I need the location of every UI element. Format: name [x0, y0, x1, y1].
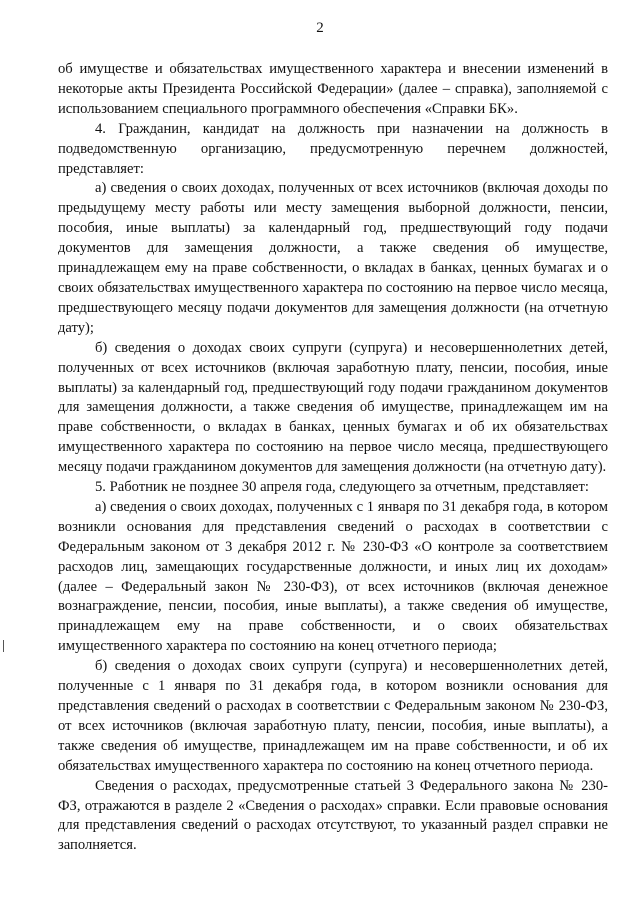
paragraph-continuation: об имуществе и обязательствах имущественного характера и внесении изменений в некоторые акты Президента Российской Федерации» (далее – справка), заполняемой с использованием специального программного обеспечения «Справки БК».: [58, 61, 608, 117]
paragraph-item-4: 4. Гражданин, кандидат на должность при назначении на должность в подведомственную организацию, предусмотренную перечнем должностей, представляет:: [58, 120, 608, 177]
paragraph-item-4a: а) сведения о своих доходах, полученных от всех источников (включая доходы по предыдущему месту работы или месту замещения выборной должности, пенсии, пособия, иные выплаты) за календарный год, предшествующий году подачи документов для замещения должности, а также сведения об имуществе, принадлежащем ему на праве собственности, о вкладах в банках, ценных бумагах и о своих обязательствах имущественного характера по состоянию на первое число месяца, предшествующего месяцу подачи документов для замещения должности (на отчетную дату);: [58, 180, 608, 336]
paragraph-item-5: 5. Работник не позднее 30 апреля года, следующего за отчетным, представляет:: [95, 479, 589, 496]
paragraph-item-4b: б) сведения о доходах своих супруги (супруга) и несовершеннолетних детей, полученных от всех источников (включая заработную плату, пенсии, пособия, иные выплаты) за календарный год, предшествующий году подачи гражданином документов для замещения должности, а также сведения об имуществе, принадлежащем им на праве собственности, о вкладах в банках, ценных бумагах и об их обязательствах имущественного характера по состоянию на первое число месяца, предшествующего месяцу подачи гражданином документов для замещения должности (на отчетную дату).: [58, 339, 608, 476]
page-number: 2: [316, 20, 324, 36]
paragraph-expenses: Сведения о расходах, предусмотренные статьей 3 Федерального закона № 230-ФЗ, отражаются в разделе 2 «Сведения о расходах» справки. Если правовые основания для представления сведений о расходах отсутствуют, то указанный раздел справки не заполняется.: [58, 777, 608, 854]
paragraph-item-5a: а) сведения о своих доходах, полученных с 1 января по 31 декабря года, в котором возникли основания для представления сведений о расходах в соответствии с Федеральным законом от 3 декабря 2012 г. № 230-ФЗ «О контроле за соответствием расходов лиц, замещающих государственные должности, и иных лиц их доходам» (далее – Федеральный закон № 230-ФЗ), от всех источников (включая денежное вознаграждение, пенсии, пособия, иные выплаты), а также сведения об имуществе, принадлежащем ему на праве собственности, и о своих обязательствах имущественного характера по состоянию на конец отчетного периода;: [58, 498, 608, 655]
margin-mark: [3, 640, 4, 652]
document-body: [58, 60, 608, 856]
paragraph-item-5b: б) сведения о доходах своих супруги (супруга) и несовершеннолетних детей, полученные с 1 января по 31 декабря года, в котором возникли основания для представления сведений о расходах в соответствии с Федеральным законом № 230-ФЗ, от всех источников (включая заработную плату, пенсии, пособия, иные выплаты), а также сведения об имуществе, принадлежащем им на праве собственности, и об их обязательствах имущественного характера по состоянию на конец отчетного периода.: [58, 658, 608, 774]
